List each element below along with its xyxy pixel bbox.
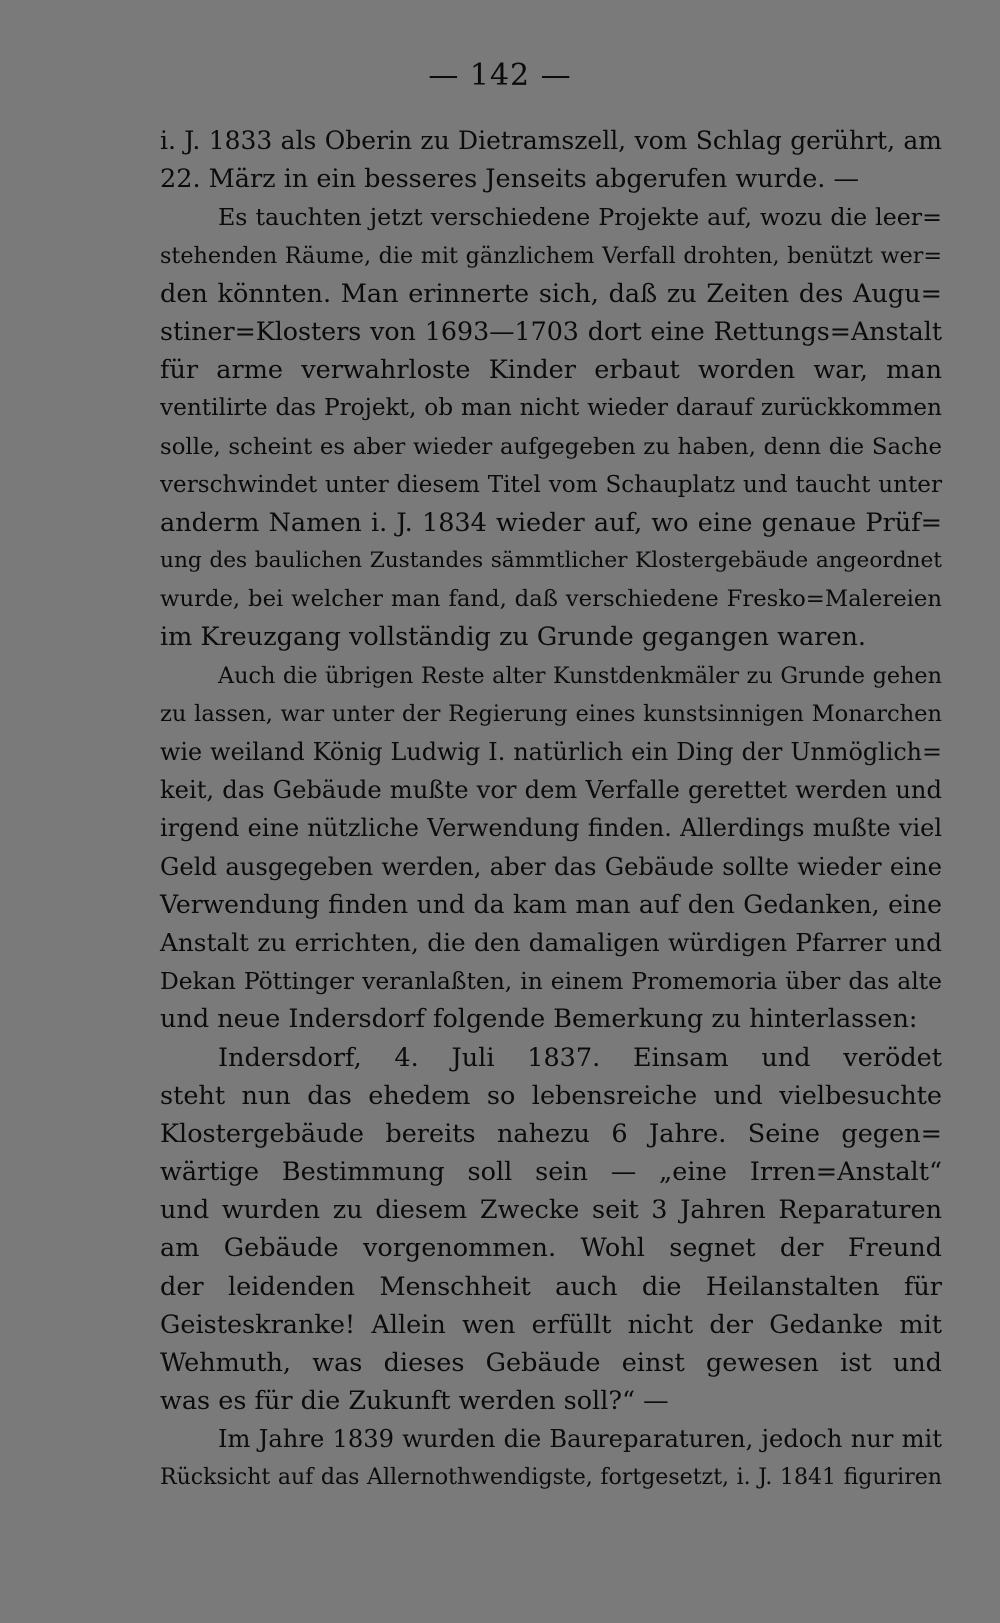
text-line: und neue Indersdorf folgende Bemerkung zu hinterlassen: (160, 1004, 918, 1035)
text-line: den könnten. Man erinnerte sich, daß zu Zeiten des Augu= (160, 278, 942, 309)
text-line: Geisteskranke! Allein wen erfüllt nicht der Gedanke mit (160, 1309, 942, 1340)
text-line: ung des baulichen Zustandes sämmtlicher Klostergebäude angeordnet (160, 548, 942, 574)
text-line: 22. März in ein besseres Jenseits abgerufen wurde. — (160, 164, 859, 195)
text-line: stehenden Räume, die mit gänzlichem Verfall drohten, benützt wer= (160, 242, 942, 269)
text-line: stiner=Klosters von 1693—1703 dort eine Rettungs=Anstalt (160, 316, 942, 346)
text-line: i. J. 1833 als Oberin zu Dietramszell, vom Schlag gerührt, am (160, 126, 942, 155)
text-line: irgend eine nützliche Verwendung finden. Allerdings mußte viel (160, 814, 942, 843)
text-line: wie weiland König Ludwig I. natürlich ein Ding der Unmöglich= (160, 738, 942, 766)
text-line: steht nun das ehedem so lebensreiche und vielbesuchte (160, 1080, 942, 1111)
text-line: wurde, bei welcher man fand, daß verschiedene Fresko=Malereien (160, 586, 942, 613)
text-line: am Gebäude vorgenommen. Wohl segnet der Freund (160, 1233, 942, 1264)
text-line: keit, das Gebäude mußte vor dem Verfalle gerettet werden und (160, 776, 942, 805)
text-line: Klostergebäude bereits nahezu 6 Jahre. Seine gegen= (160, 1118, 942, 1149)
text-line: und wurden zu diesem Zwecke seit 3 Jahren Reparaturen (160, 1195, 942, 1226)
text-line: Geld ausgegeben werden, aber das Gebäude sollte wieder eine (160, 851, 942, 881)
text-line: Dekan Pöttinger veranlaßten, in einem Promemoria über das alte (160, 967, 942, 996)
text-line: Indersdorf, 4. Juli 1837. Einsam und verödet (218, 1042, 942, 1073)
text-line: Wehmuth, was dieses Gebäude einst gewesen ist und (160, 1348, 942, 1378)
text-line: wärtige Bestimmung soll sein — „eine Irren=Anstalt“ (160, 1157, 942, 1188)
page-number: — 142 — (428, 58, 572, 93)
text-line: Im Jahre 1839 wurden die Baureparaturen, jedoch nur mit (218, 1425, 942, 1454)
text-line: anderm Namen i. J. 1834 wieder auf, wo eine genaue Prüf= (160, 507, 942, 538)
text-line: Anstalt zu errichten, die den damaligen würdigen Pfarrer und (160, 927, 942, 957)
text-line: Rücksicht auf das Allernothwendigste, fortgesetzt, i. J. 1841 figuriren (160, 1464, 942, 1490)
text-line: Verwendung finden und da kam man auf den Gedanken, eine (160, 889, 942, 919)
body-text (160, 122, 942, 1497)
text-line: Es tauchten jetzt verschiedene Projekte auf, wozu die leer= (218, 203, 942, 232)
text-line: der leidenden Menschheit auch die Heilanstalten für (160, 1271, 942, 1302)
text-line: was es für die Zukunft werden soll?“ — (160, 1386, 669, 1417)
text-line: zu lassen, war unter der Regierung eines kunstsinnigen Monarchen (160, 700, 942, 727)
text-line: solle, scheint es aber wieder aufgegeben zu haben, denn die Sache (160, 433, 942, 460)
text-line: ventilirte das Projekt, ob man nicht wieder darauf zurückkommen (160, 394, 942, 422)
text-line: Auch die übrigen Reste alter Kunstdenkmäler zu Grunde gehen (218, 662, 942, 689)
text-line: im Kreuzgang vollständig zu Grunde gegangen waren. (160, 622, 866, 653)
text-line: für arme verwahrloste Kinder erbaut worden war, man (160, 355, 942, 386)
text-line: verschwindet unter diesem Titel vom Schauplatz und taucht unter (160, 471, 942, 498)
